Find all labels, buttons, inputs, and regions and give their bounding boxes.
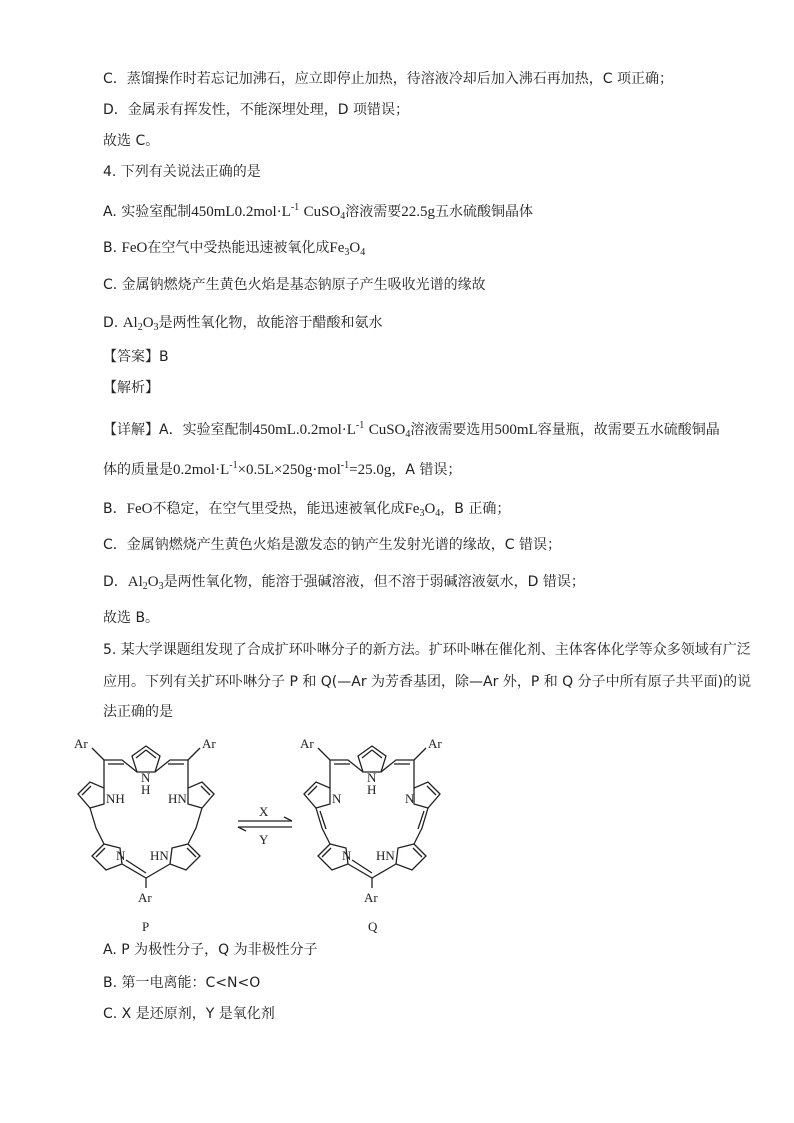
detail-line-2: 体的质量是$0.2mol\cdot L^{-1}\times 0.5L\times 250g\cdot mol^{-1}=25.0g$，A 错误； <box>103 460 462 478</box>
q4-answer: 【答案】B <box>103 349 169 365</box>
q-n-right: N <box>405 791 415 806</box>
arrow-label-x: X <box>259 804 269 819</box>
q-ar-top-right: Ar <box>428 736 442 751</box>
p-n-top: N <box>141 770 151 785</box>
arrow-label-y: Y <box>259 832 269 847</box>
q5-line-1: 5. 某大学课题组发现了合成扩环卟啉分子的新方法。扩环卟啉在催化剂、主体客体化学等众多领域有广泛 <box>103 642 751 658</box>
q4-option-c: C. 金属钠燃烧产生黄色火焰是基态钠原子产生吸收光谱的缘故 <box>103 277 486 293</box>
q-hn-bottom: HN <box>376 848 395 863</box>
porphyrin-figure <box>70 728 490 938</box>
q-n-bottom: N <box>342 848 352 863</box>
q-ar-bottom: Ar <box>364 890 378 905</box>
analysis-d: D．$Al_2O_3$是两性氧化物，能溶于强碱溶液，但不溶于弱碱溶液氨水，D 错误； <box>103 574 585 592</box>
prev-option-c: C．蒸馏操作时若忘记加沸石，应立即停止加热，待溶液冷却后加入沸石再加热，C 项正确； <box>103 71 673 87</box>
p-hn-bottom: HN <box>150 848 169 863</box>
analysis-c: C．金属钠燃烧产生黄色火焰是激发态的钠产生发射光谱的缘故，C 错误； <box>103 537 561 553</box>
prev-option-d: D．金属汞有挥发性，不能深埋处理，D 项错误； <box>103 102 410 118</box>
molecule-q <box>304 746 440 888</box>
q5-option-b: B. 第一电离能：C<N<O <box>103 975 261 991</box>
label-p: P <box>142 919 150 934</box>
p-hn-right: HN <box>168 791 187 806</box>
q5-line-3: 法正确的是 <box>103 704 173 720</box>
p-n-bottom: N <box>116 848 126 863</box>
analysis-choose: 故选 B。 <box>103 610 160 626</box>
q4-option-d: D. $Al_2O_3$是两性氧化物，故能溶于醋酸和氨水 <box>103 315 383 333</box>
p-h-top: H <box>141 782 151 797</box>
q4-option-b: B. FeO在空气中受热能迅速被氧化成$Fe_3O_4$ <box>103 240 366 258</box>
q4-analysis-label: 【解析】 <box>103 380 159 396</box>
p-ar-top-right: Ar <box>202 736 216 751</box>
q-n-top: N <box>367 770 377 785</box>
q5-line-2: 应用。下列有关扩环卟啉分子 P 和 Q(—Ar 为芳香基团，除—Ar 外，P 和 Q 分子中所有原子共平面)的说 <box>103 674 752 690</box>
q-ar-top-left: Ar <box>300 736 314 751</box>
molecule-p <box>78 746 214 888</box>
prev-choose: 故选 C。 <box>103 133 160 149</box>
detail-line-1: 【详解】A．实验室配制$450mL.0.2mol\cdot L^{-1}$ CuSO$_4$溶液需要选用500mL容量瓶，故需要五水硫酸铜晶 <box>103 420 720 440</box>
q4-title: 4. 下列有关说法正确的是 <box>103 164 261 180</box>
q-h-top: H <box>367 782 377 797</box>
p-ar-bottom: Ar <box>138 890 152 905</box>
p-ar-top-left: Ar <box>74 736 88 751</box>
q4-option-a: A. 实验室配制$450mL0.2mol\cdot L^{-1}$ CuSO$_4$溶液需要22.5g五水硫酸铜晶体 <box>103 202 534 222</box>
analysis-b: B．FeO不稳定，在空气里受热，能迅速被氧化成$Fe_3O_4$，B 正确； <box>103 501 511 519</box>
equilibrium-arrows <box>238 817 292 831</box>
label-q: Q <box>368 919 378 934</box>
q-n-left: N <box>332 791 342 806</box>
q5-option-c: C. X 是还原剂，Y 是氧化剂 <box>103 1006 275 1022</box>
q5-option-a: A. P 为极性分子，Q 为非极性分子 <box>103 942 318 958</box>
p-nh-left: NH <box>106 791 125 806</box>
